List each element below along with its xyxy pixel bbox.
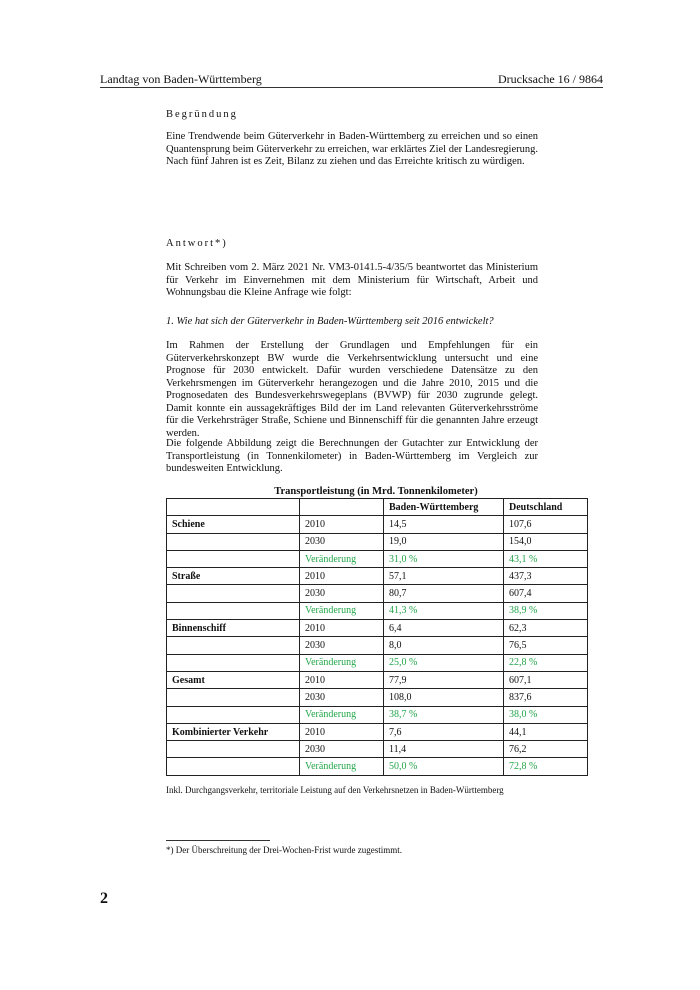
- table-row-change: [167, 550, 588, 567]
- value-cell: 14,5: [384, 516, 504, 533]
- table-title: Transportleistung (in Mrd. Tonnenkilometer): [274, 486, 478, 497]
- table-header-empty: [167, 499, 300, 516]
- begruendung-text: Eine Trendwende beim Güterverkehr in Baden-Württemberg zu erreichen und so einen Quantensprung beim Güterverkehr zu erreichen, war erklärtes Ziel der Landesregierung. Nach fünf Jahren ist es Zeit, Bilanz zu ziehen und das Erreichte kritisch zu würdigen.: [166, 131, 538, 167]
- page-header: [100, 72, 603, 88]
- value-cell: 108,0: [384, 689, 504, 706]
- change-cell: 38,9 %: [504, 602, 588, 619]
- value-cell: 607,1: [504, 671, 588, 688]
- value-cell: 607,4: [504, 585, 588, 602]
- table-row: [167, 516, 588, 533]
- value-cell: 6,4: [384, 620, 504, 637]
- value-cell: 11,4: [384, 741, 504, 758]
- begruendung-section: [166, 131, 538, 169]
- change-cell: 38,0 %: [504, 706, 588, 723]
- change-label: Veränderung: [300, 602, 384, 619]
- year-cell: 2030: [300, 533, 384, 550]
- footnote-divider: [166, 840, 270, 841]
- year-cell: 2030: [300, 637, 384, 654]
- header-parliament: Landtag von Baden-Württemberg: [100, 72, 262, 86]
- year-cell: 2010: [300, 568, 384, 585]
- year-cell: 2010: [300, 723, 384, 740]
- value-cell: 76,5: [504, 637, 588, 654]
- value-cell: 837,6: [504, 689, 588, 706]
- value-cell: 107,6: [504, 516, 588, 533]
- antwort-intro: Mit Schreiben vom 2. März 2021 Nr. VM3-0141.5-4/35/5 beantwortet das Ministerium für Verkehr im Einvernehmen mit dem Ministerium für Wirtschaft, Arbeit und Wohnungsbau die Kleine Anfrage wie folgt:: [166, 262, 538, 298]
- year-cell: 2030: [300, 741, 384, 758]
- table-row: [167, 689, 588, 706]
- value-cell: 154,0: [504, 533, 588, 550]
- table-header-empty: [300, 499, 384, 516]
- value-cell: 44,1: [504, 723, 588, 740]
- value-cell: 8,0: [384, 637, 504, 654]
- value-cell: 76,2: [504, 741, 588, 758]
- change-cell: 25,0 %: [384, 654, 504, 671]
- answer-paragraph-1-block: [166, 340, 538, 440]
- change-cell: 41,3 %: [384, 602, 504, 619]
- category-cell: Gesamt: [167, 671, 300, 688]
- value-cell: 437,3: [504, 568, 588, 585]
- answer-paragraph-1: Im Rahmen der Erstellung der Grundlagen und Empfehlungen für ein Güterverkehrskonzept BW wurde die Verkehrsentwicklung untersucht und eine Prognose für 2030 entwickelt. Dafür wurden verschiedene Datensätze zu den Verkehrsmengen im Güterverkehr herangezogen und die Jahre 2010, 2015 und die Prognosedaten des Bundesverkehrswegeplans (BVWP) für 2030 zugrunde gelegt. Damit konnte ein aussagekräftiges Bild der im Land relevanten Güterverkehrsströme für die Verkehrsträger Straße, Schiene und Binnenschiff für die genannten Jahre erzeugt werden.: [166, 340, 538, 439]
- value-cell: 62,3: [504, 620, 588, 637]
- antwort-intro-block: [166, 262, 538, 300]
- change-cell: 50,0 %: [384, 758, 504, 775]
- begruendung-heading: Begründung: [166, 109, 238, 120]
- question-1: 1. Wie hat sich der Güterverkehr in Baden-Württemberg seit 2016 entwickelt?: [166, 316, 494, 327]
- category-cell: Kombinierter Verkehr: [167, 723, 300, 740]
- table-header-bw: Baden-Württemberg: [384, 499, 504, 516]
- question-block: [166, 316, 538, 329]
- table-row: [167, 723, 588, 740]
- table-row-change: [167, 602, 588, 619]
- transport-table: [166, 498, 588, 776]
- change-cell: 31,0 %: [384, 550, 504, 567]
- table-header-row: [167, 499, 588, 516]
- table-row-change: [167, 654, 588, 671]
- page-number: 2: [100, 890, 108, 907]
- table-row: [167, 741, 588, 758]
- table-row: [167, 620, 588, 637]
- category-cell: Schiene: [167, 516, 300, 533]
- year-cell: 2010: [300, 620, 384, 637]
- change-cell: 38,7 %: [384, 706, 504, 723]
- value-cell: 57,1: [384, 568, 504, 585]
- value-cell: 7,6: [384, 723, 504, 740]
- answer-paragraph-2-block: [166, 438, 538, 476]
- table-note: Inkl. Durchgangsverkehr, territoriale Leistung auf den Verkehrsnetzen in Baden-Württemberg: [166, 785, 504, 795]
- category-cell: Binnenschiff: [167, 620, 300, 637]
- value-cell: 77,9: [384, 671, 504, 688]
- change-label: Veränderung: [300, 550, 384, 567]
- antwort-heading: Antwort*): [166, 238, 228, 249]
- table-row-change: [167, 758, 588, 775]
- year-cell: 2010: [300, 516, 384, 533]
- change-label: Veränderung: [300, 758, 384, 775]
- table-row: [167, 671, 588, 688]
- table-row: [167, 568, 588, 585]
- change-cell: 72,8 %: [504, 758, 588, 775]
- header-document-number: Drucksache 16 / 9864: [498, 72, 603, 86]
- value-cell: 19,0: [384, 533, 504, 550]
- year-cell: 2030: [300, 689, 384, 706]
- year-cell: 2010: [300, 671, 384, 688]
- change-label: Veränderung: [300, 706, 384, 723]
- change-label: Veränderung: [300, 654, 384, 671]
- change-cell: 43,1 %: [504, 550, 588, 567]
- value-cell: 80,7: [384, 585, 504, 602]
- year-cell: 2030: [300, 585, 384, 602]
- change-cell: 22,8 %: [504, 654, 588, 671]
- category-cell: Straße: [167, 568, 300, 585]
- table-row: [167, 585, 588, 602]
- table-row-change: [167, 706, 588, 723]
- table-row: [167, 533, 588, 550]
- table-header-de: Deutschland: [504, 499, 588, 516]
- table-row: [167, 637, 588, 654]
- answer-paragraph-2: Die folgende Abbildung zeigt die Berechnungen der Gutachter zur Entwicklung der Transportleistung (in Tonnenkilometer) in Baden-Württemberg im Vergleich zur bundesweiten Entwicklung.: [166, 438, 538, 474]
- footnote: *) Der Überschreitung der Drei-Wochen-Frist wurde zugestimmt.: [166, 845, 402, 855]
